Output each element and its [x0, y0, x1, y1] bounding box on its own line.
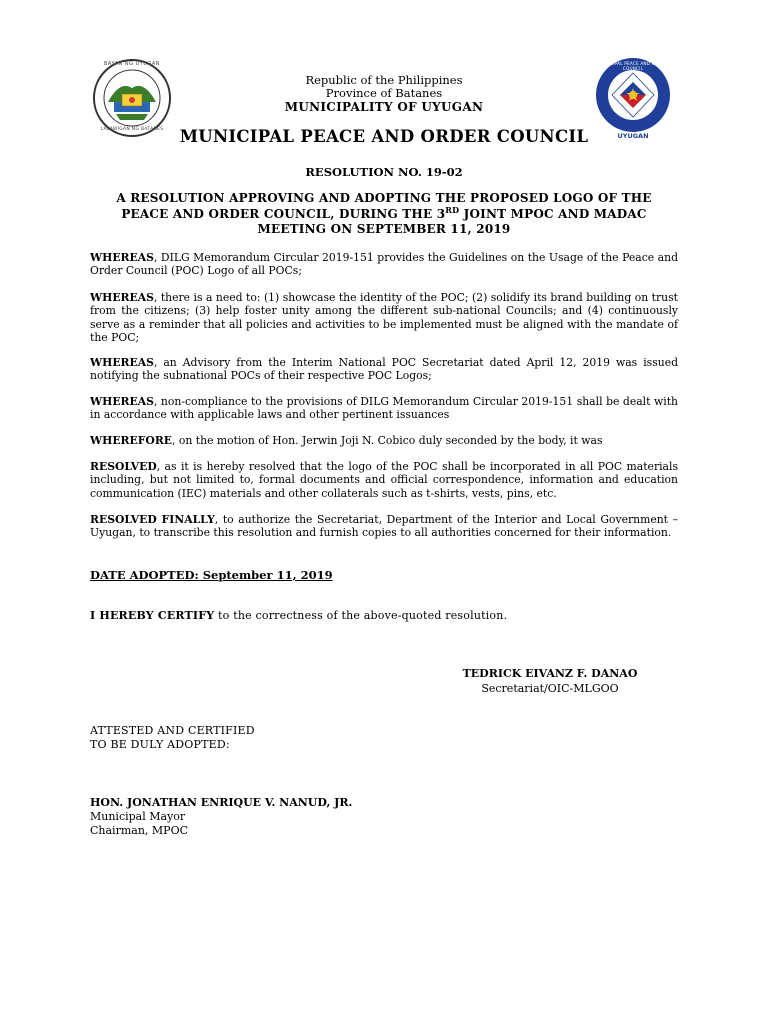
certification-statement: I HEREBY CERTIFY to the correctness of the above-quoted resolution. [90, 609, 508, 622]
whereas-paragraph-1: WHEREAS, DILG Memorandum Circular 2019-151 provides the Guidelines on the Usage of the Peace and Order Council (POC) Logo of all POCs; [90, 251, 678, 278]
attestation [90, 724, 255, 751]
secretary-name: TEDRICK EIVANZ F. DANAO [462, 667, 638, 680]
mayor-signature-block [90, 796, 352, 838]
whereas-paragraph-4: WHEREAS, non-compliance to the provisions of DILG Memorandum Circular 2019-151 shall be dealt with in accordance with applicable laws and other pertinent issuances [90, 395, 678, 422]
resolution-number: RESOLUTION NO. 19-02 [305, 165, 463, 179]
municipality-line: MUNICIPALITY OF UYUGAN [284, 100, 484, 114]
country-line: Republic of the Philippines [305, 73, 463, 87]
whereas-paragraph-2: WHEREAS, there is a need to: (1) showcase the identity of the POC; (2) solidify its brand building on trust from the citizens; (3) help foster unity among the different sub-national Councils; and (4) continuously serve as a reminder that all policies and activities to be implemented must be aligned with the mandate of the POC; [90, 291, 678, 344]
logo-caption: UYUGAN [617, 132, 649, 140]
attest-line-2: TO BE DULY ADOPTED: [90, 737, 230, 751]
logo-ring-text: MUNICIPAL PEACE AND ORDER COUNCIL [598, 61, 668, 71]
resolution-title-line1: A RESOLUTION APPROVING AND ADOPTING THE PROPOSED LOGO OF THE [116, 191, 652, 205]
resolution-title [0, 191, 768, 238]
secretary-title: Secretariat/OIC-MLGOO [481, 682, 619, 695]
resolved-finally-paragraph: RESOLVED FINALLY, to authorize the Secretariat, Department of the Interior and Local Government – Uyugan, to transcribe this resolution and furnish copies to all authorities concerned for their information. [90, 513, 678, 540]
date-adopted: DATE ADOPTED: September 11, 2019 [90, 568, 333, 582]
seal-text-top: BAYAN NG UYUGAN [104, 61, 160, 67]
seal-text-bottom: LALAWIGAN NG BATANES [100, 127, 164, 132]
mayor-title-1: Municipal Mayor [90, 810, 186, 823]
mayor-title-2: Chairman, MPOC [90, 824, 189, 837]
resolution-title-line3: MEETING ON SEPTEMBER 11, 2019 [257, 222, 511, 236]
province-line: Province of Batanes [325, 86, 443, 100]
mayor-name: HON. JONATHAN ENRIQUE V. NANUD, JR. [90, 796, 353, 809]
attest-line-1: ATTESTED AND CERTIFIED [90, 724, 255, 737]
resolution-title-line2: PEACE AND ORDER COUNCIL, DURING THE 3RD JOINT MPOC AND MADAC [121, 204, 647, 221]
secretary-signature-block [400, 666, 700, 696]
wherefore-paragraph: WHEREFORE, on the motion of Hon. Jerwin Joji N. Cobico duly seconded by the body, it was [90, 434, 603, 447]
council-title: MUNICIPAL PEACE AND ORDER COUNCIL [179, 127, 589, 146]
resolved-paragraph: RESOLVED, as it is hereby resolved that the logo of the POC shall be incorporated in all POC materials including, but not limited to, formal documents and official correspondence, information and education communication (IEC) materials and other collaterals such as t-shirts, vests, pins, etc. [90, 460, 678, 500]
whereas-paragraph-3: WHEREAS, an Advisory from the Interim National POC Secretariat dated April 12, 2019 was issued notifying the subnational POCs of their respective POC Logos; [90, 356, 678, 383]
